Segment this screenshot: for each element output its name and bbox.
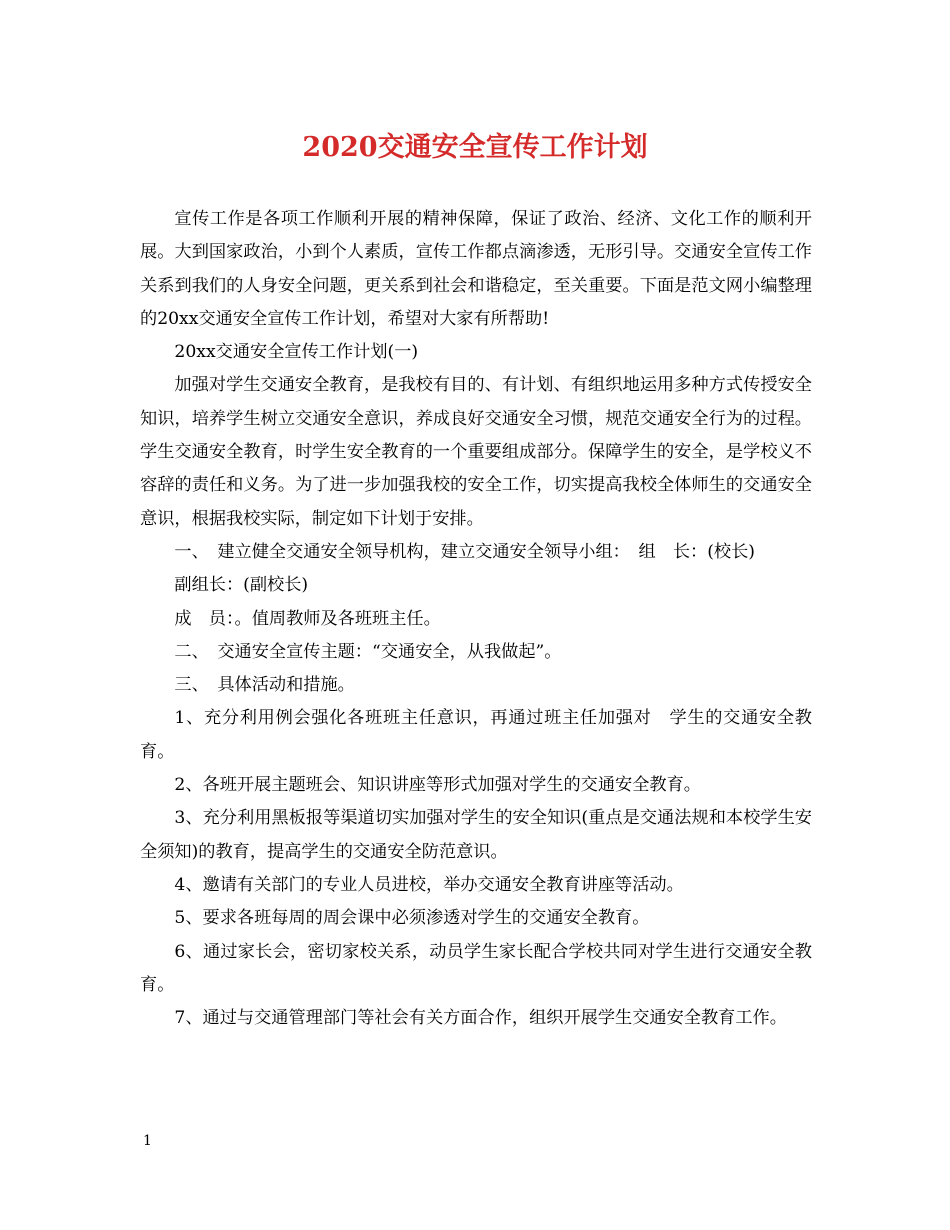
paragraph-plan-heading: 20xx交通安全宣传工作计划(一) xyxy=(174,342,419,363)
document-title: 2020交通安全宣传工作计划 xyxy=(302,132,648,163)
document-body xyxy=(140,203,812,1035)
paragraph-measure-1: 1、充分利用例会强化各班班主任意识，再通过班主任加强对 学生的交通安全教育。 xyxy=(140,708,812,762)
paragraph-measure-2: 2、各班开展主题班会、知识讲座等形式加强对学生的交通安全教育。 xyxy=(174,775,701,796)
paragraph-deputy-leader: 副组长：(副校长) xyxy=(174,575,309,596)
paragraph-members: 成 员：。值周教师及各班班主任。 xyxy=(174,608,441,629)
paragraph-measure-3: 3、充分利用黑板报等渠道切实加强对学生的安全知识(重点是交通法规和本校学生安全须知)的教育，提高学生的交通安全防范意识。 xyxy=(140,808,812,862)
paragraph-section-three: 三、 具体活动和措施。 xyxy=(174,675,355,696)
paragraph-measure-6: 6、通过家长会，密切家校关系，动员学生家长配合学校共同对学生进行交通安全教育。 xyxy=(140,941,812,995)
paragraph-section-two: 二、 交通安全宣传主题：“交通安全，从我做起”。 xyxy=(174,641,562,662)
paragraph-section-one: 一、 建立健全交通安全领导机构，建立交通安全领导小组： 组 长：(校长) xyxy=(174,541,755,562)
page-number: 1 xyxy=(143,1133,152,1149)
paragraph-measure-7: 7、通过与交通管理部门等社会有关方面合作，组织开展学生交通安全教育工作。 xyxy=(174,1008,787,1029)
paragraph-measure-5: 5、要求各班每周的周会课中必须渗透对学生的交通安全教育。 xyxy=(174,908,650,929)
paragraph-measure-4: 4、邀请有关部门的专业人员进校，举办交通安全教育讲座等活动。 xyxy=(174,874,684,895)
paragraph-intro: 宣传工作是各项工作顺利开展的精神保障，保证了政治、经济、文化工作的顺利开展。大到国家政治，小到个人素质，宣传工作都点滴渗透，无形引导。交通安全宣传工作关系到我们的人身安全问题，更关系到社会和谐稳定，至关重要。下面是范文网小编整理的20xx交通安全宣传工作计划，希望对大家有所帮助! xyxy=(140,209,812,329)
paragraph-plan-overview: 加强对学生交通安全教育，是我校有目的、有计划、有组织地运用多种方式传授安全知识，培养学生树立交通安全意识，养成良好交通安全习惯，规范交通安全行为的过程。学生交通安全教育，时学生安全教育的一个重要组成部分。保障学生的安全，是学校义不容辞的责任和义务。为了进一步加强我校的安全工作，切实提高我校全体师生的交通安全意识，根据我校实际，制定如下计划于安排。 xyxy=(140,375,812,529)
